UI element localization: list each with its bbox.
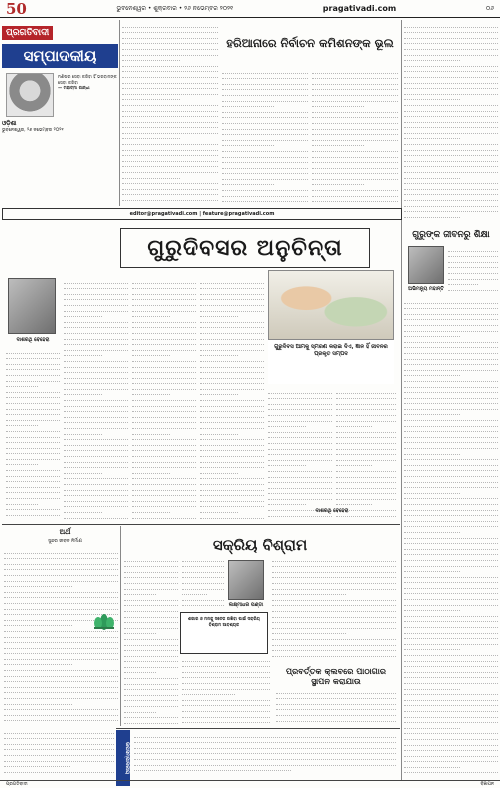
editorial-text-col-1 bbox=[122, 22, 218, 206]
main-text-col-2 bbox=[132, 278, 196, 522]
edition-date: ଭୁବନେଶ୍ୱର, ୨୬ ନଭେମ୍ବର ୨୦୨୧ bbox=[2, 128, 64, 133]
artha-title: ଅର୍ଥ bbox=[59, 528, 71, 536]
main-byline: ଦାଶରଥି ବେହେରା bbox=[315, 508, 349, 514]
author-bio bbox=[6, 348, 60, 518]
editorial-text-col-2 bbox=[222, 68, 308, 206]
top-right-headline: ହରିଆନାରେ ନିର୍ବାଚନ କମିଶନଙ୍କ ଭୂଲ bbox=[226, 36, 394, 50]
artha-body bbox=[4, 548, 118, 724]
section-title: ସମ୍ପାଦକୀୟ bbox=[2, 44, 118, 68]
quote-text bbox=[58, 68, 118, 91]
lotus-icon bbox=[90, 608, 118, 630]
quote-body: ମଣିଷର ସେବା କରିବା ହିଁ ଭଗବାନଙ୍କ ସେବା କରିବା bbox=[58, 74, 117, 85]
gurunk-headline: ଗୁରୁଙ୍କ ଜୀବନରୁ ଶିକ୍ଷା bbox=[412, 230, 490, 240]
main-text-col-1 bbox=[64, 278, 128, 522]
brand-label: ପ୍ରଗତିବାଦୀ bbox=[2, 26, 53, 40]
gurunk-author-name: ଅଭିମନ୍ୟୁ ମହାନ୍ତି bbox=[408, 286, 444, 292]
site-link[interactable]: pragativadi.com bbox=[322, 4, 397, 13]
prabartak-headline: ପ୍ରବର୍ତ୍ତକ କ୍ଲବରେ ପାଠାଗାର ସ୍ଥାପନ କରାଯାଉ bbox=[285, 666, 387, 686]
article-illustration bbox=[268, 270, 394, 340]
anniversary-logo: 50 bbox=[6, 0, 27, 18]
dateline: ଭୁବନେଶ୍ୱର • ଶୁକ୍ରବାର • ୨୬ ନଭେମ୍ବର ୨୦୨୧ bbox=[116, 4, 234, 12]
edition-name: ଓଡ଼ିଶା bbox=[2, 120, 17, 127]
pull-quote: ଗୁରୁଦିବସ ଆମକୁ ସ୍ମରଣ କରାଇ ଦିଏ, ଜ୍ଞାନ ହିଁ ଜୀବନର ପ୍ରକୃତ ସମ୍ପଦ bbox=[268, 340, 394, 384]
contact-bar: editor@pragativadi.com | feature@pragativadi.com bbox=[2, 208, 402, 220]
main-text-col-3 bbox=[200, 278, 264, 522]
bottom-left-text bbox=[4, 728, 114, 776]
main-author-name: ଦାଶରଥି ବେହେରା bbox=[16, 337, 50, 343]
sakriya-col-4 bbox=[182, 656, 270, 726]
right-text-col bbox=[404, 22, 498, 222]
gurunk-body bbox=[404, 298, 498, 776]
edition-meta bbox=[2, 117, 118, 134]
gurunk-author-photo bbox=[408, 246, 444, 284]
author-photo bbox=[8, 278, 56, 334]
footer bbox=[0, 780, 500, 788]
side-tag: ଉପସମ୍ପାଦକୀୟ bbox=[116, 730, 130, 786]
sakriya-highlight-box: ଶରୀର ଓ ମନକୁ ସତେଜ ରଖିବା ପାଇଁ ସକ୍ରିୟ ବିଶ୍ରାମ ଆବଶ୍ୟକ bbox=[180, 612, 268, 654]
main-text-col-4 bbox=[268, 388, 332, 522]
masthead bbox=[0, 0, 500, 18]
sakriya-col-2 bbox=[182, 556, 224, 608]
quote-author: — ମହାତ୍ମା ଗାନ୍ଧୀ bbox=[58, 85, 90, 91]
sakriya-author-name: ଲକ୍ଷ୍ମୀଧର ପଣ୍ଡା bbox=[228, 602, 264, 608]
page-number: ୦୬ bbox=[485, 4, 494, 12]
footer-right: ବିଜ୍ଞାପନ bbox=[480, 782, 494, 787]
main-text-col-5 bbox=[336, 388, 396, 522]
sakriya-headline: ସକ୍ରିୟ ବିଶ୍ରାମ bbox=[212, 536, 308, 554]
editorial-box bbox=[2, 20, 118, 206]
sakriya-col-3 bbox=[272, 556, 396, 662]
main-headline: ଗୁରୁଦିବସର ଅନୁଚିନ୍ତା bbox=[120, 228, 370, 268]
editorial-text-col-3 bbox=[312, 68, 398, 206]
prabartak-body bbox=[276, 688, 396, 726]
footer-left: ପ୍ରଗତିବାଦୀ bbox=[6, 782, 28, 787]
bottom-letter-text bbox=[134, 732, 396, 776]
gurunk-intro bbox=[448, 246, 498, 296]
gandhi-portrait bbox=[6, 73, 54, 117]
sakriya-col-1 bbox=[124, 556, 178, 728]
artha-subtitle: ସୁନ୍ଦର ଜୀବନ ନିର୍ମାଣ bbox=[48, 539, 82, 544]
sakriya-author-photo bbox=[228, 560, 264, 600]
